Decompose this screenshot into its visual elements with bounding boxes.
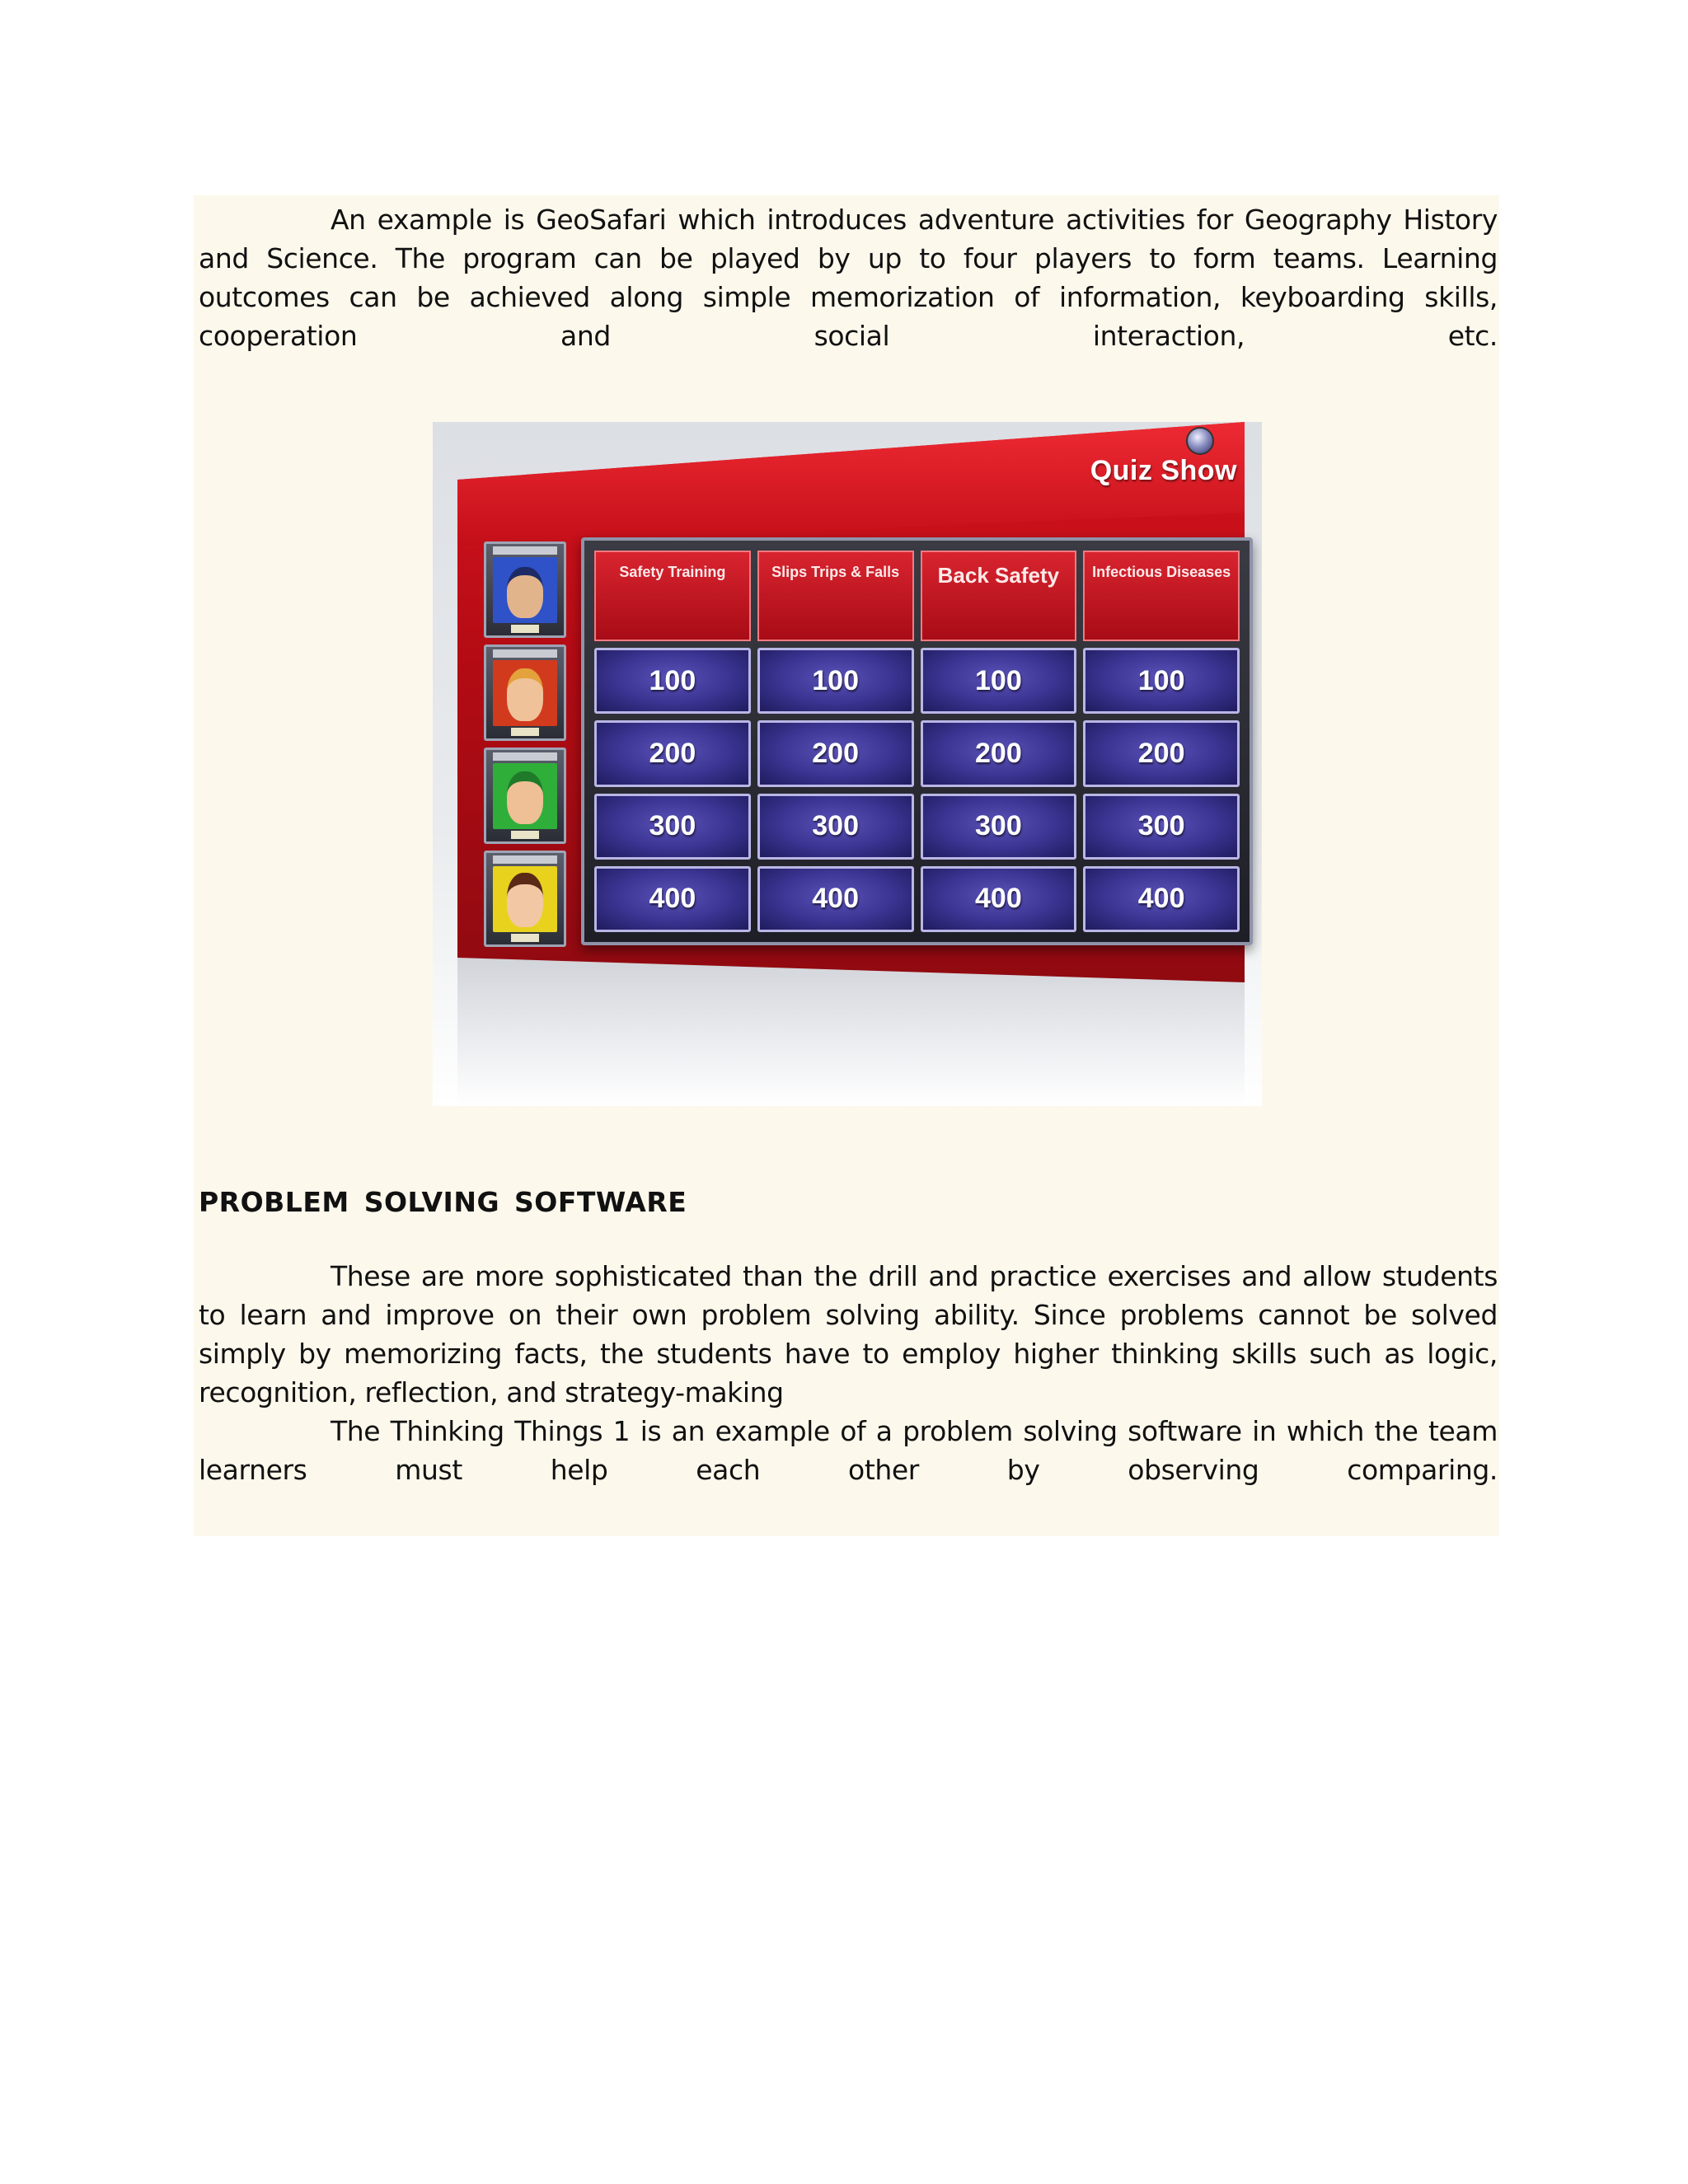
question-tile[interactable]: 300 <box>594 794 751 860</box>
question-tile[interactable]: 200 <box>1083 720 1240 786</box>
question-tile[interactable]: 200 <box>757 720 914 786</box>
player-panel-4 <box>484 851 566 947</box>
question-tile[interactable]: 100 <box>594 648 751 714</box>
paragraph-thinking-things <box>199 1412 1498 1489</box>
quiz-show-emblem-icon <box>1186 427 1214 455</box>
question-tile[interactable]: 400 <box>921 866 1077 932</box>
section-heading: PROBLEM SOLVING SOFTWARE <box>199 1186 687 1218</box>
paragraph-problem-solving <box>199 1257 1498 1412</box>
player-name-tag <box>493 855 557 864</box>
category-header[interactable]: Safety Training <box>594 551 751 641</box>
paragraph-thinking-things-text: The Thinking Things 1 is an example of a problem solving software in which the team learners must help each other by observing comparing. <box>199 1415 1498 1486</box>
avatar-face-icon <box>507 668 543 721</box>
category-header[interactable]: Back Safety <box>921 551 1077 641</box>
paragraph-geosafari-text: An example is GeoSafari which introduces adventure activities for Geography History and Science. The program can be played by up to four players to form teams. Learning outcomes can be achieved along simple memorization of information, keyboarding skills, cooperation and social interaction, etc. <box>199 204 1498 352</box>
question-tile[interactable]: 300 <box>757 794 914 860</box>
question-tile[interactable]: 200 <box>594 720 751 786</box>
player-avatar <box>493 763 557 829</box>
player-score <box>511 831 539 839</box>
player-name-tag <box>493 649 557 658</box>
player-panel-1 <box>484 541 566 638</box>
question-tile[interactable]: 100 <box>921 648 1077 714</box>
quiz-board <box>581 537 1253 945</box>
question-tile[interactable]: 100 <box>1083 648 1240 714</box>
avatar-face-icon <box>507 771 543 824</box>
question-tile[interactable]: 200 <box>921 720 1077 786</box>
player-avatar <box>493 660 557 726</box>
player-name-tag <box>493 546 557 555</box>
player-score <box>511 625 539 633</box>
question-tile[interactable]: 400 <box>594 866 751 932</box>
paragraph-problem-solving-text: These are more sophisticated than the drill and practice exercises and allow students to learn and improve on their own problem solving ability. Since problems cannot be solved simply by memorizing facts, the students have to employ higher thinking skills such as logic, recognition, reflection, and strategy-making <box>199 1260 1498 1408</box>
quiz-show-title: Quiz Show <box>1090 455 1237 486</box>
quiz-show-figure <box>433 422 1262 1106</box>
avatar-face-icon <box>507 873 543 927</box>
avatar-face-icon <box>507 567 543 618</box>
page-content <box>194 195 1499 1536</box>
question-tile[interactable]: 400 <box>1083 866 1240 932</box>
paragraph-geosafari <box>199 200 1498 355</box>
player-panel-3 <box>484 748 566 844</box>
player-panel-2 <box>484 644 566 741</box>
question-tile[interactable]: 300 <box>921 794 1077 860</box>
quiz-show-scene <box>433 422 1262 1106</box>
player-avatar <box>493 866 557 932</box>
category-header[interactable]: Slips Trips & Falls <box>757 551 914 641</box>
player-avatar <box>493 557 557 623</box>
player-score <box>511 728 539 736</box>
question-tile[interactable]: 300 <box>1083 794 1240 860</box>
player-column <box>484 541 566 954</box>
player-score <box>511 934 539 942</box>
player-name-tag <box>493 752 557 761</box>
question-tile[interactable]: 400 <box>757 866 914 932</box>
question-tile[interactable]: 100 <box>757 648 914 714</box>
category-header[interactable]: Infectious Diseases <box>1083 551 1240 641</box>
